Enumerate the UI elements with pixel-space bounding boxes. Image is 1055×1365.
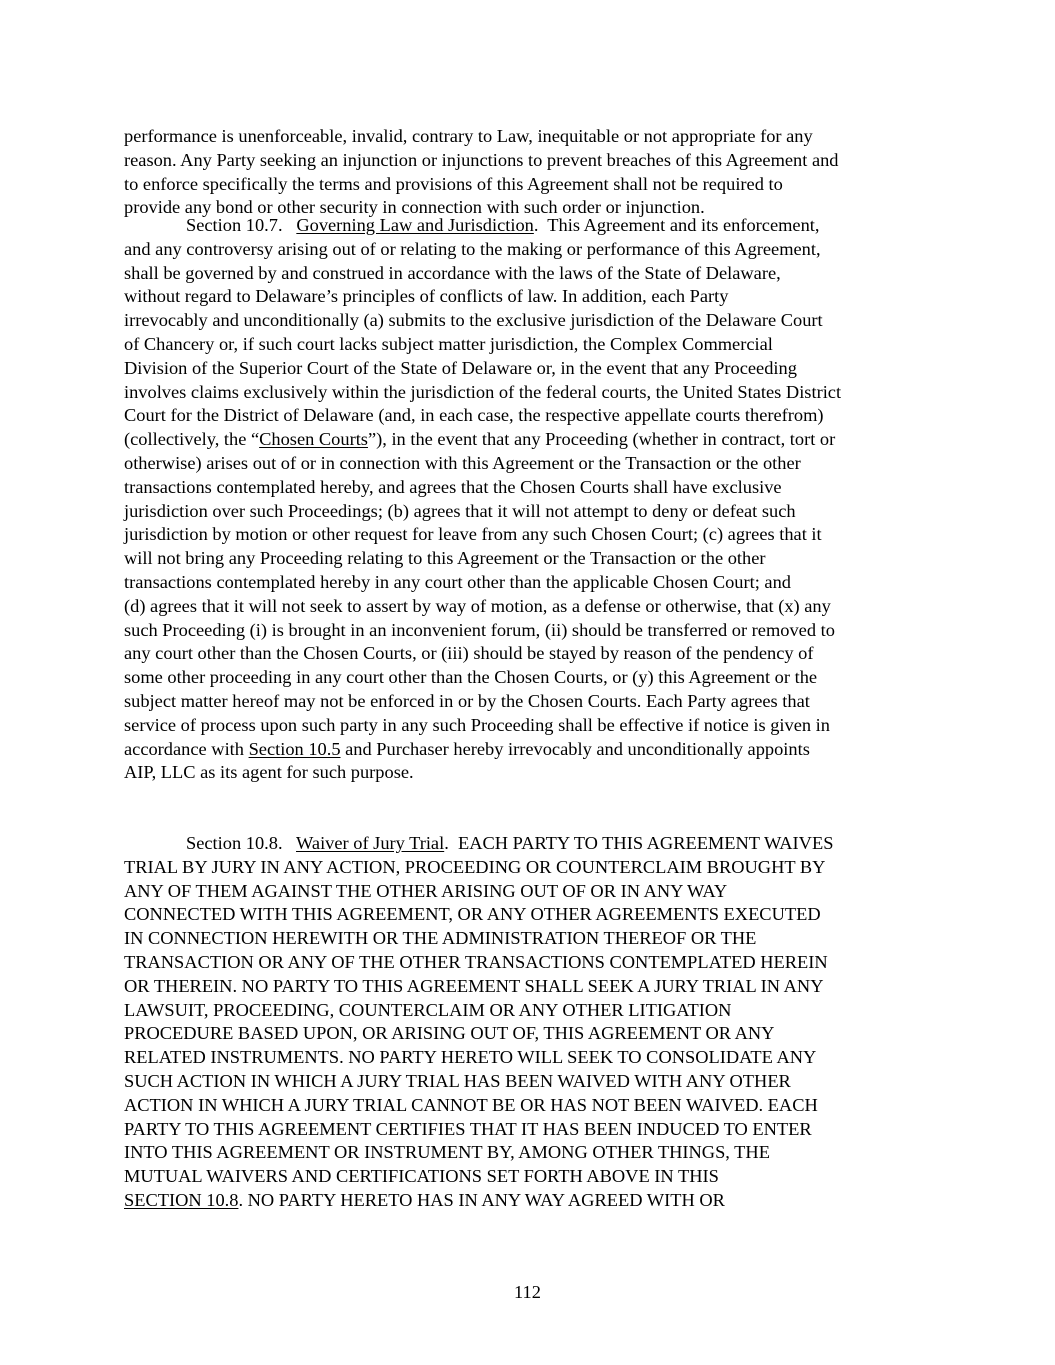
text-line — [124, 738, 934, 762]
text-line: ANY OF THEM AGAINST THE OTHER ARISING OUT OF OR IN ANY WAY — [124, 880, 728, 901]
section-10-8 — [124, 832, 934, 1213]
text-fragment: and Purchaser hereby irrevocably and unconditionally appoints — [340, 738, 810, 759]
text-line: TRIAL BY JURY IN ANY ACTION, PROCEEDING OR COUNTERCLAIM BROUGHT BY — [124, 856, 826, 877]
text-line: such Proceeding (i) is brought in an inconvenient forum, (ii) should be transferred or removed to — [124, 619, 835, 640]
text-line: will not bring any Proceeding relating to this Agreement or the Transaction or the other — [124, 548, 766, 569]
text-line: Division of the Superior Court of the State of Delaware or, in the event that any Proceeding — [124, 357, 797, 378]
section-10-8-reference: SECTION 10.8 — [124, 1189, 239, 1210]
section-10-7 — [124, 214, 934, 785]
text-fragment: . EACH PARTY TO THIS AGREEMENT WAIVES — [444, 833, 834, 853]
text-line: Court for the District of Delaware (and, in each case, the respective appellate courts therefrom) — [124, 405, 824, 426]
section-heading-line — [124, 214, 934, 238]
text-line: some other proceeding in any court other than the Chosen Courts, or (y) this Agreement or the — [124, 667, 818, 688]
text-line — [124, 1189, 934, 1213]
text-line: (d) agrees that it will not seek to assert by way of motion, as a defense or otherwise, that (x) any — [124, 595, 831, 616]
text-line: and any controversy arising out of or relating to the making or performance of this Agreement, — [124, 238, 821, 259]
text-line: CONNECTED WITH THIS AGREEMENT, OR ANY OTHER AGREEMENTS EXECUTED — [124, 904, 821, 925]
text-line: transactions contemplated hereby, and agrees that the Chosen Courts shall have exclusive — [124, 476, 782, 497]
text-line: TRANSACTION OR ANY OF THE OTHER TRANSACTIONS CONTEMPLATED HEREIN — [124, 951, 828, 972]
text-line: IN CONNECTION HEREWITH OR THE ADMINISTRATION THEREOF OR THE — [124, 928, 757, 949]
paragraph-continuation — [124, 125, 934, 220]
text-line: jurisdiction over such Proceedings; (b) agrees that it will not attempt to deny or defeat such — [124, 500, 796, 521]
text-line: performance is unenforceable, invalid, contrary to Law, inequitable or not appropriate for any — [124, 126, 813, 146]
text-line: subject matter hereof may not be enforced in or by the Chosen Courts. Each Party agrees that — [124, 690, 810, 711]
text-line: transactions contemplated hereby in any court other than the applicable Chosen Court; and — [124, 571, 791, 592]
section-number: Section 10.8. — [186, 833, 283, 853]
text-line: MUTUAL WAIVERS AND CERTIFICATIONS SET FORTH ABOVE IN THIS — [124, 1166, 719, 1187]
section-title: Waiver of Jury Trial — [296, 833, 445, 853]
text-line: SUCH ACTION IN WHICH A JURY TRIAL HAS BEEN WAIVED WITH ANY OTHER — [124, 1070, 791, 1091]
text-line: otherwise) arises out of or in connection with this Agreement or the Transaction or the other — [124, 452, 801, 473]
text-line: provide any bond or other security in connection with such order or injunction. — [124, 197, 705, 218]
text-fragment: (collectively, the “ — [124, 429, 260, 450]
text-line: ACTION IN WHICH A JURY TRIAL CANNOT BE OR HAS NOT BEEN WAIVED. EACH — [124, 1094, 818, 1115]
text-line: PROCEDURE BASED UPON, OR ARISING OUT OF, THIS AGREEMENT OR ANY — [124, 1023, 775, 1044]
text-line: AIP, LLC as its agent for such purpose. — [124, 762, 414, 783]
section-number: Section 10.7. — [186, 215, 283, 235]
text-line: INTO THIS AGREEMENT OR INSTRUMENT BY, AMONG OTHER THINGS, THE — [124, 1142, 770, 1163]
text-line: without regard to Delaware’s principles of conflicts of law. In addition, each Party — [124, 286, 729, 307]
page-number: 112 — [514, 1282, 541, 1302]
text-fragment: . NO PARTY HERETO HAS IN ANY WAY AGREED WITH OR — [238, 1189, 725, 1210]
section-10-5-reference: Section 10.5 — [248, 738, 341, 759]
section-heading-line — [124, 832, 934, 856]
text-fragment: accordance with — [124, 738, 249, 759]
text-line: jurisdiction by motion or other request for leave from any such Chosen Court; (c) agrees that it — [124, 524, 822, 545]
defined-term-chosen-courts: Chosen Courts — [259, 429, 368, 450]
section-title: Governing Law and Jurisdiction — [296, 215, 534, 235]
text-line: reason. Any Party seeking an injunction or injunctions to prevent breaches of this Agreement and — [124, 149, 839, 170]
text-line: of Chancery or, if such court lacks subject matter jurisdiction, the Complex Commercial — [124, 333, 773, 354]
text-line: LAWSUIT, PROCEEDING, COUNTERCLAIM OR ANY OTHER LITIGATION — [124, 999, 732, 1020]
text-line: any court other than the Chosen Courts, or (iii) should be stayed by reason of the pendency of — [124, 643, 814, 664]
text-line: to enforce specifically the terms and provisions of this Agreement shall not be required to — [124, 173, 783, 194]
text-line: OR THEREIN. NO PARTY TO THIS AGREEMENT SHALL SEEK A JURY TRIAL IN ANY — [124, 975, 824, 996]
text-line: service of process upon such party in any such Proceeding shall be effective if notice is given in — [124, 714, 830, 735]
text-fragment: . This Agreement and its enforcement, — [533, 215, 820, 235]
text-line: irrevocably and unconditionally (a) submits to the exclusive jurisdiction of the Delaware Court — [124, 310, 823, 331]
text-line: PARTY TO THIS AGREEMENT CERTIFIES THAT IT HAS BEEN INDUCED TO ENTER — [124, 1118, 812, 1139]
text-line: involves claims exclusively within the jurisdiction of the federal courts, the United States District — [124, 381, 842, 402]
text-line: RELATED INSTRUMENTS. NO PARTY HERETO WILL SEEK TO CONSOLIDATE ANY — [124, 1047, 817, 1068]
text-fragment: ”), in the event that any Proceeding (whether in contract, tort or — [367, 429, 836, 450]
text-line — [124, 428, 934, 452]
text-line: shall be governed by and construed in accordance with the laws of the State of Delaware, — [124, 262, 781, 283]
